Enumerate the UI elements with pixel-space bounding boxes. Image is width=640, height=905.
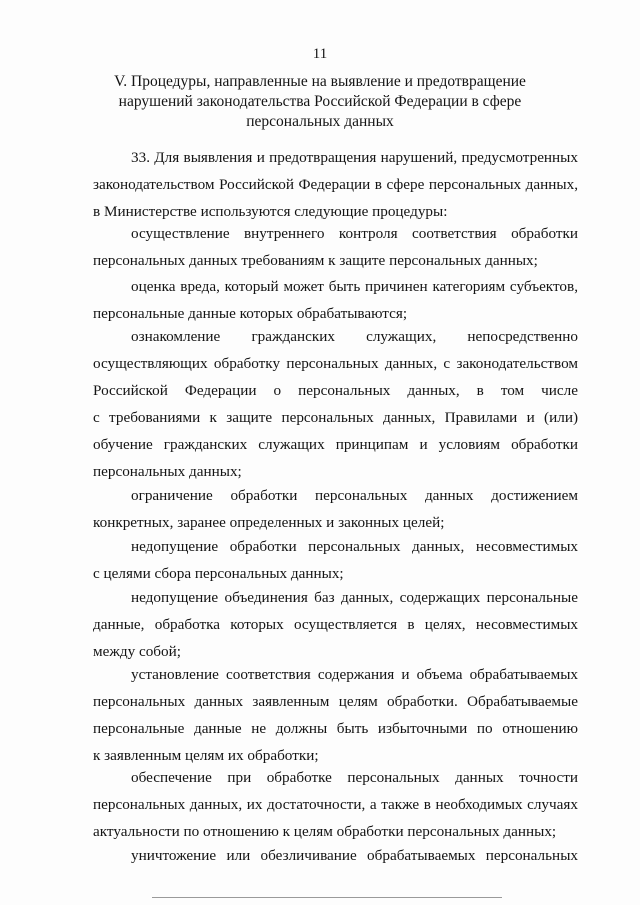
body-text [93, 584, 578, 665]
body-text [93, 273, 578, 327]
paragraph-harm-assessment [93, 273, 578, 327]
text-line: уничтожение или обезличивание обрабатываемых персональных [131, 847, 578, 864]
paragraph-data-volume [93, 661, 578, 769]
text-line: Российской Федерации о персональных данных, в том числе [93, 382, 578, 399]
body-text [93, 323, 578, 485]
text-line: в Министерстве используются следующие процедуры: [93, 203, 448, 220]
text-line: недопущение объединения баз данных, содержащих персональные [131, 589, 578, 606]
text-line: данные, обработка которых осуществляется в целях, несовместимых [93, 616, 578, 633]
text-line: персональных данных требованиям к защите персональных данных; [93, 252, 538, 269]
text-line: с требованиями к защите персональных данных, Правилами и (или) [93, 409, 578, 426]
paragraph-33-intro [93, 144, 578, 225]
text-line: персональные данные которых обрабатываются; [93, 305, 408, 322]
paragraph-internal-control [93, 220, 578, 274]
text-line: установление соответствия содержания и объема обрабатываемых [131, 666, 578, 683]
text-line: персональных данных, их достаточности, а также в необходимых случаях [93, 796, 578, 813]
body-text [93, 533, 578, 587]
section-title-line: персональных данных [246, 113, 394, 130]
paragraph-purpose-limitation [93, 482, 578, 536]
text-line: персональные данные не должны быть избыточными по отношению [93, 720, 578, 737]
page-number: 11 [312, 46, 328, 62]
body-text [93, 144, 578, 225]
scan-edge-line [152, 897, 502, 898]
text-line: ознакомление гражданских служащих, непосредственно [131, 328, 578, 345]
body-text [93, 842, 578, 869]
text-line: недопущение обработки персональных данных, несовместимых [131, 538, 578, 555]
text-line: персональных данных; [93, 463, 242, 480]
text-line: конкретных, заранее определенных и законных целей; [93, 514, 445, 531]
text-line: осуществление внутреннего контроля соответствия обработки [131, 225, 578, 242]
text-line: обеспечение при обработке персональных данных точности [131, 769, 578, 786]
text-line: 33. Для выявления и предотвращения нарушений, предусмотренных [131, 149, 578, 166]
section-title [80, 72, 560, 132]
text-line: с целями сбора персональных данных; [93, 565, 344, 582]
paragraph-data-accuracy [93, 764, 578, 845]
text-line: оценка вреда, который может быть причинен категориям субъектов, [131, 278, 578, 295]
text-line: к заявленным целям их обработки; [93, 747, 319, 764]
body-text [93, 482, 578, 536]
section-title-line: нарушений законодательства Российской Федерации в сфере [118, 93, 522, 110]
text-line: обучение гражданских служащих принципам и условиям обработки [93, 436, 578, 453]
body-text [93, 220, 578, 274]
text-line: законодательством Российской Федерации в сфере персональных данных, [93, 176, 578, 193]
paragraph-familiarization [93, 323, 578, 485]
text-line: между собой; [93, 643, 181, 660]
section-title-line: V. Процедуры, направленные на выявление и предотвращение [114, 73, 526, 90]
paragraph-destruction [93, 842, 578, 869]
text-line: актуальности по отношению к целям обработки персональных данных; [93, 823, 557, 840]
text-line: ограничение обработки персональных данных достижением [131, 487, 578, 504]
paragraph-database-merging [93, 584, 578, 665]
paragraph-incompatible-processing [93, 533, 578, 587]
body-text [93, 764, 578, 845]
text-line: осуществляющих обработку персональных данных, с законодательством [93, 355, 578, 372]
body-text [93, 661, 578, 769]
text-line: персональных данных заявленным целям обработки. Обрабатываемые [93, 693, 578, 710]
